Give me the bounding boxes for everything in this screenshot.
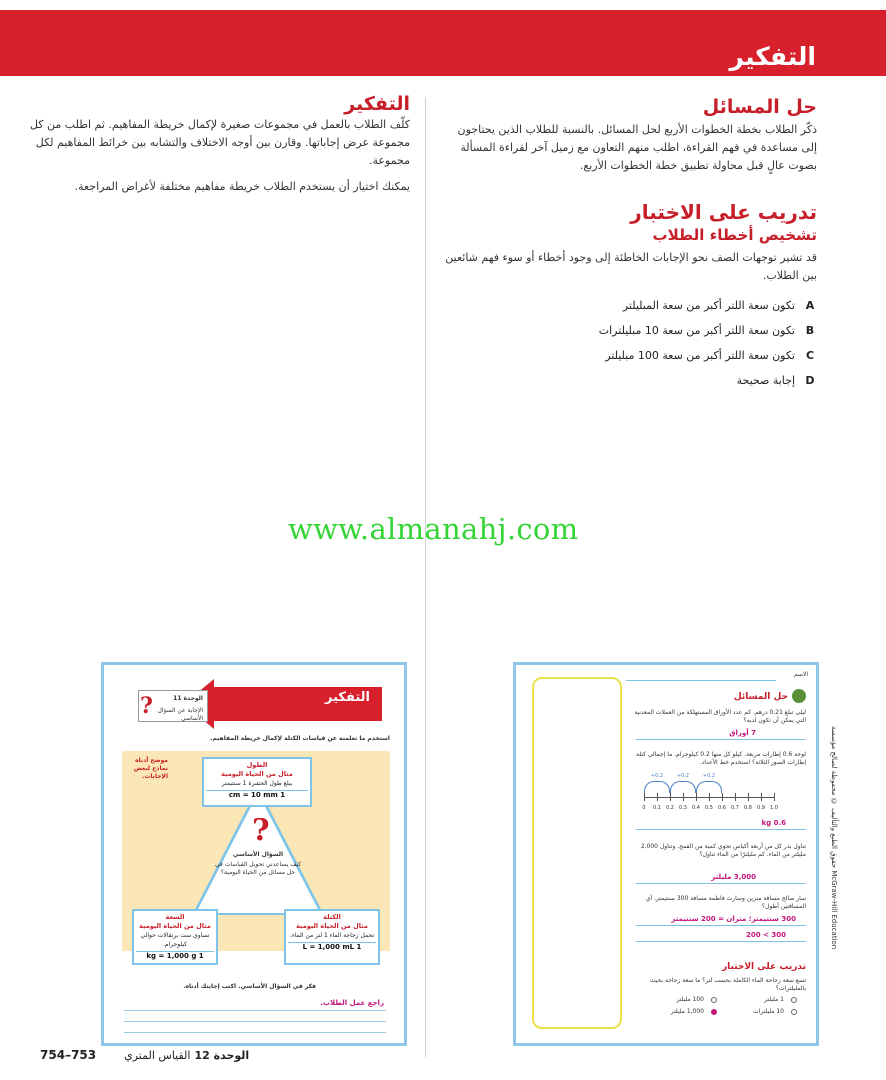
- left-column: [20, 92, 410, 196]
- footer-unit-name: القياس المتري: [124, 1049, 191, 1062]
- question-mark-icon: ?: [140, 693, 153, 719]
- card-value: 1 L = 1,000 mL: [288, 942, 376, 952]
- problem-solving-body: ذكّر الطلاب بخطة الخطوات الأربع لحل المسائل. بالنسبة للطلاب الذين يحتاجون إلى مساعدة في فهم القراءة، اطلب منهم التعاون مع زميل آخر لقراءة المسألة بصوت عالٍ قبل محاولة تطبيق خطة الخطوات الأربع.: [457, 123, 817, 172]
- number-line-tick: [748, 793, 749, 801]
- right-column: [445, 95, 817, 393]
- number-line-tick: [683, 793, 684, 801]
- column-divider: [425, 97, 426, 1057]
- answer-24b: 300 > 200: [746, 931, 786, 939]
- name-label: الاسم: [793, 671, 808, 678]
- question-24: سار صالح مسافة مترين وسارت فاطمة مسافة 300 سنتيمتر. أي المسافتين أطول؟: [645, 895, 806, 910]
- card-value: 1 cm = 10 mm: [206, 790, 308, 800]
- jump-label: +0.2: [650, 773, 664, 779]
- thinking-banner-title: التفكير: [325, 690, 370, 705]
- length-card: [202, 757, 312, 807]
- answer-line: [636, 941, 806, 942]
- answer-24a: 300 سنتيمتر؛ متران = 200 سنتيمتر: [671, 915, 796, 923]
- number-line-tick: [761, 793, 762, 801]
- jump-arc: [644, 781, 670, 793]
- globe-icon: [792, 689, 806, 703]
- unit-label: الوحدة 11: [173, 695, 203, 702]
- answer-21: 7 أوراق: [729, 729, 756, 737]
- number-line-tick: [774, 793, 775, 801]
- jump-label: +0.2: [676, 773, 690, 779]
- option-text: تكون سعة اللتر أكبر من سعة المبليلتر: [622, 299, 795, 312]
- option-label: 10 مليلترات: [753, 1008, 784, 1015]
- card-example: يبلغ طول الحشرة 1 سنتيمتر: [221, 780, 293, 787]
- side-note: موضح أدناه نماذج لبعض الإجابات.: [133, 757, 168, 780]
- thinking-paragraph-2: يمكنك اختيار أن يستخدم الطلاب خريطة مفاهيم مختلفة لأغراض المراجعة.: [74, 180, 410, 193]
- jump-arc: [696, 781, 722, 793]
- answer-22: 0.6 kg: [761, 819, 786, 827]
- answer-line: [636, 883, 806, 884]
- radio-option: [711, 997, 717, 1003]
- card-example: تساوي ست برتقالات حوالي كيلوجرام.: [140, 932, 210, 948]
- number-line-label: 0.3: [679, 805, 687, 811]
- option-label: 1 مليلتر: [764, 996, 784, 1003]
- test-practice-body: قد تشير توجهات الصف نحو الإجابات الخاطئة إلى وجود أخطاء أو سوء فهم شائعين بين الطلاب.: [445, 251, 817, 282]
- number-line-label: 0.6: [718, 805, 726, 811]
- thinking-paragraph-1: كلّف الطلاب بالعمل في مجموعات صغيرة لإكمال خريطة المفاهيم. ثم اطلب من كل مجموعة عرض إجاباتها. وقارن بين أوجه الاختلاف والتشابه بين خرائط المفاهيم لكل مجموعة.: [29, 118, 410, 167]
- radio-option-selected: [711, 1009, 717, 1015]
- question-21: ليلى تبلغ 0.21 درهم. كم عدد الأوراق المستهلكة من العملات المعدنية التي يمكن أن تكون لديه؟: [634, 709, 806, 724]
- mass-card: [132, 909, 218, 965]
- jump-arc: [670, 781, 696, 793]
- answer-line: [124, 1021, 386, 1022]
- test-practice-heading: تدريب على الاختبار: [630, 200, 817, 224]
- number-line-tick: [644, 793, 645, 801]
- number-line-label: 0.7: [731, 805, 739, 811]
- option-letter: A: [805, 299, 815, 312]
- number-line-label: 0: [642, 805, 646, 811]
- number-line-label: 0.4: [692, 805, 700, 811]
- radio-option: [791, 1009, 797, 1015]
- worksheet-heading: حل المسائل: [733, 692, 788, 702]
- center-question: كيف يساعدني تحويل القياسات في حل مسائل من الحياة اليومية؟: [214, 861, 302, 876]
- page-footer: [40, 1048, 249, 1062]
- question-25: تسع سعة زجاجة الماء الكاملة بحسب لتر؟ ما سعة زجاجة بحيث بالمليلترات؟: [649, 977, 806, 992]
- number-line-label: 0.1: [653, 805, 661, 811]
- number-line-tick: [657, 793, 658, 801]
- option-label: 100 مليلتر: [676, 996, 704, 1003]
- essential-question-icon: ?: [252, 813, 270, 848]
- watermark: www.almanahj.com: [288, 512, 579, 546]
- option-a: [445, 293, 817, 318]
- number-line-label: 0.2: [666, 805, 674, 811]
- concept-map-thumbnail: [101, 662, 407, 1046]
- option-b: [445, 318, 817, 343]
- jump-label: +0.2: [702, 773, 716, 779]
- answer-line: [124, 1032, 386, 1033]
- option-d: [445, 368, 817, 393]
- option-letter: C: [805, 349, 815, 362]
- option-text: تكون سعة اللتر أكبر من سعة 10 مبليلترات: [598, 324, 795, 337]
- option-text: تكون سعة اللتر أكبر من سعة 100 مبليلتر: [605, 349, 795, 362]
- radio-option: [791, 997, 797, 1003]
- number-line-label: 0.5: [705, 805, 713, 811]
- number-line-label: 0.8: [744, 805, 752, 811]
- worksheet-thumbnail: [513, 662, 819, 1046]
- number-line-tick: [735, 793, 736, 801]
- number-line-label: 1.0: [770, 805, 778, 811]
- card-title: الطول: [246, 761, 268, 769]
- question-23: تناول بدر كل من أربعة أكياس تحوي كمية من القمح. وتناول 2,000 مليلتر من الماء. كم مليلترًا من الماء تناول؟: [640, 843, 806, 858]
- answer-line: [124, 1010, 386, 1011]
- answer-options: [445, 293, 817, 393]
- number-line-tick: [670, 793, 671, 801]
- card-subtitle: مثال من الحياة اليومية: [221, 770, 293, 778]
- instruction-text: استخدم ما تعلمته عن قياسات الكتلة لإكمال خريطة المفاهيم.: [210, 735, 390, 742]
- card-subtitle: مثال من الحياة اليومية: [296, 922, 368, 930]
- highlight-frame: [532, 677, 622, 1029]
- answer-line: [636, 925, 806, 926]
- number-line-label: 0.9: [757, 805, 765, 811]
- page-numbers: 753–754: [40, 1048, 97, 1062]
- review-answer: راجع عمل الطلاب.: [320, 999, 384, 1007]
- capacity-card: [284, 909, 380, 965]
- card-title: الكتلة: [323, 913, 341, 921]
- number-line-tick: [696, 793, 697, 801]
- option-letter: D: [805, 374, 815, 387]
- footer-unit: الوحدة 12: [194, 1049, 250, 1062]
- option-label: 1,000 مليلتر: [670, 1008, 704, 1015]
- worksheet-test-heading: تدريب على الاختبار: [721, 962, 806, 972]
- page-title: التفكير: [729, 42, 816, 71]
- number-line-tick: [709, 793, 710, 801]
- answer-line: [636, 829, 806, 830]
- card-example: تحمل زجاجة الماء 1 لتر من الماء.: [289, 932, 375, 939]
- problem-solving-heading: حل المسائل: [702, 96, 817, 118]
- diagnose-errors-heading: تشخيص أخطاء الطلاب: [652, 226, 817, 244]
- thinking-heading: التفكير: [344, 93, 410, 115]
- reflect-prompt: فكر في السؤال الأساسي. اكتب إجابتك أدناه.: [183, 983, 316, 990]
- copyright-credit: حقوق الطبع والتأليف © محفوظة لصالح مؤسسة McGraw-Hill Education: [830, 726, 838, 950]
- card-title: السعة: [165, 913, 185, 921]
- card-subtitle: مثال من الحياة اليومية: [139, 922, 211, 930]
- question-22: لوحة 0.6 إطارات مربعة. كيلو كل منها 0.2 كيلوجرام. ما إجمالي كتلة إطارات الصور الثلاثة؟ استخدم خط الأعداد.: [636, 751, 806, 766]
- option-letter: B: [805, 324, 815, 337]
- answer-label: الإجابة عن السؤال الأساسي: [157, 707, 203, 722]
- option-text: إجابة صحيحة: [736, 374, 795, 387]
- number-line-tick: [722, 793, 723, 801]
- center-title: السؤال الأساسي: [232, 851, 284, 858]
- name-line: [626, 680, 776, 681]
- answer-23: 3,000 مليلتر: [711, 873, 756, 881]
- answer-line: [636, 739, 806, 740]
- option-c: [445, 343, 817, 368]
- card-value: 1 kg = 1,000 g: [136, 951, 214, 961]
